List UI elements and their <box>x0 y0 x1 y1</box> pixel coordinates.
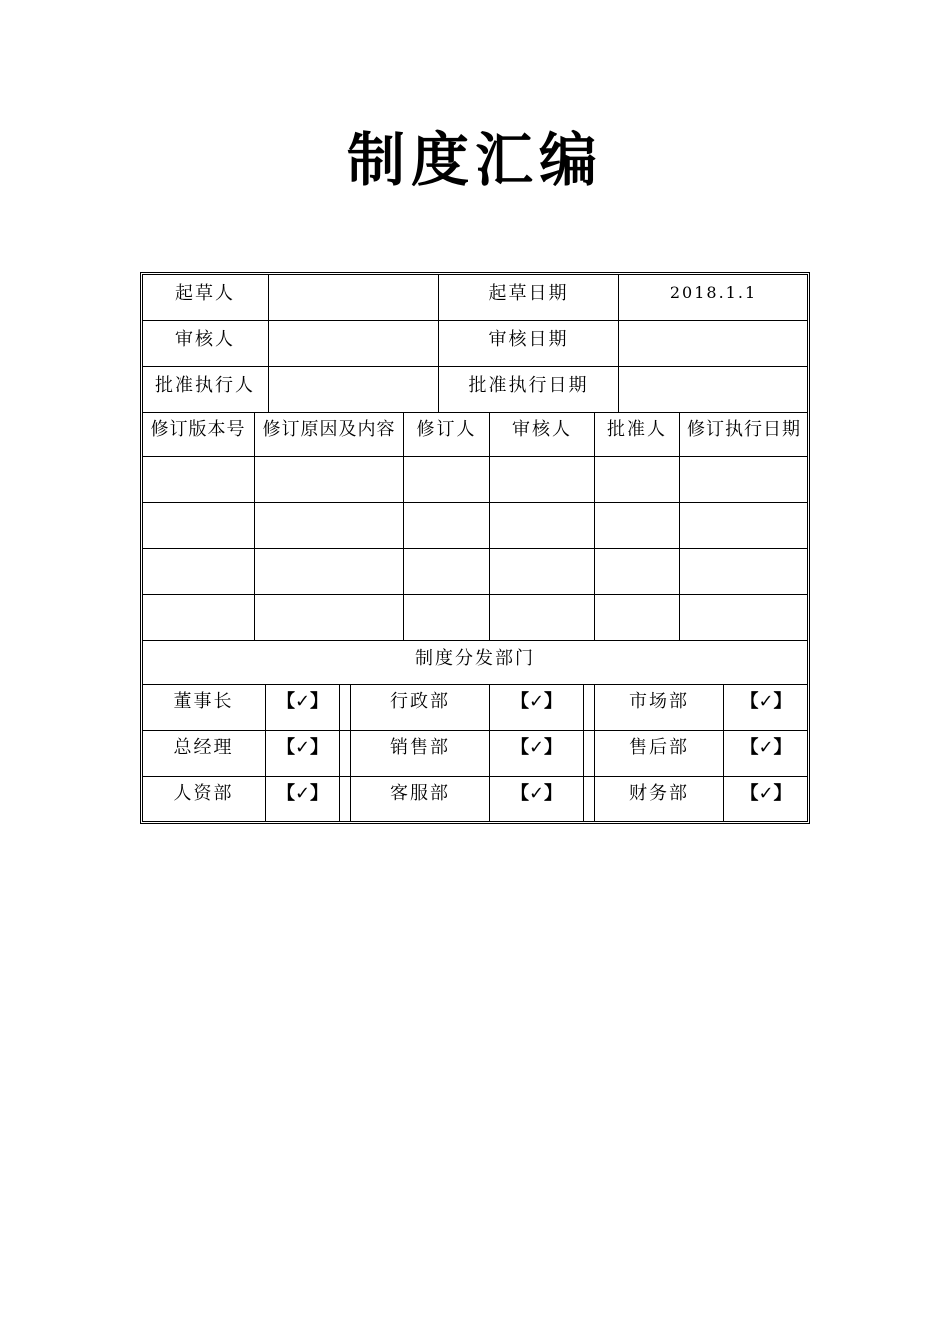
revision-row-2-reviser[interactable] <box>404 503 489 548</box>
revision-row-3-approver[interactable] <box>595 549 679 594</box>
dept-check-finance[interactable]: 【✓】 <box>740 783 792 804</box>
dept-check-after-sales[interactable]: 【✓】 <box>740 737 792 758</box>
approve-date-value[interactable] <box>619 366 808 402</box>
revision-row-1-reviser[interactable] <box>404 457 489 502</box>
revision-col-reviewer: 审核人 <box>512 419 572 440</box>
revision-row-4-reviewer[interactable] <box>490 595 594 640</box>
approver-value[interactable] <box>269 366 438 402</box>
revision-row-3-version[interactable] <box>142 549 254 594</box>
revision-row-2-reason[interactable] <box>255 503 403 548</box>
review-date-value[interactable] <box>619 320 808 356</box>
approver-label: 批准执行人 <box>155 375 255 396</box>
revision-col-approver: 批准人 <box>607 419 667 440</box>
revision-col-date: 修订执行日期 <box>687 419 801 440</box>
draft-date-label: 起草日期 <box>488 283 569 304</box>
revision-row-2-version[interactable] <box>142 503 254 548</box>
reviewer-label: 审核人 <box>175 329 235 350</box>
revision-row-4-reviser[interactable] <box>404 595 489 640</box>
revision-col-version: 修订版本号 <box>150 419 246 440</box>
revision-row-2-approver[interactable] <box>595 503 679 548</box>
revision-row-1-approver[interactable] <box>595 457 679 502</box>
dept-check-chairman[interactable]: 【✓】 <box>276 691 329 712</box>
dept-name-admin: 行政部 <box>390 691 450 712</box>
revision-row-4-approver[interactable] <box>595 595 679 640</box>
revision-row-1-reason[interactable] <box>255 457 403 502</box>
form-table <box>142 274 808 822</box>
revision-row-1-reviewer[interactable] <box>490 457 594 502</box>
dept-name-hr: 人资部 <box>173 783 234 804</box>
approve-date-label: 批准执行日期 <box>468 375 589 396</box>
dept-check-marketing[interactable]: 【✓】 <box>740 691 792 712</box>
revision-row-3-reason[interactable] <box>255 549 403 594</box>
dept-name-sales: 销售部 <box>390 737 450 758</box>
drafter-label: 起草人 <box>175 283 235 304</box>
revision-row-2-date[interactable] <box>680 503 808 548</box>
dept-check-customer-service[interactable]: 【✓】 <box>510 783 563 804</box>
drafter-value[interactable] <box>269 274 438 310</box>
revision-row-2-reviewer[interactable] <box>490 503 594 548</box>
revision-row-1-date[interactable] <box>680 457 808 502</box>
page-title: 制度汇编 <box>346 126 603 194</box>
dept-name-general-manager: 总经理 <box>173 737 234 758</box>
review-date-label: 审核日期 <box>488 329 569 350</box>
dept-name-chairman: 董事长 <box>173 691 234 712</box>
dept-check-hr[interactable]: 【✓】 <box>276 783 329 804</box>
revision-row-4-date[interactable] <box>680 595 808 640</box>
dept-name-marketing: 市场部 <box>629 691 689 712</box>
distribution-heading: 制度分发部门 <box>415 648 535 669</box>
revision-col-reviser: 修订人 <box>416 419 477 440</box>
dept-name-customer-service: 客服部 <box>390 783 450 804</box>
revision-col-reason: 修订原因及内容 <box>262 419 396 440</box>
reviewer-value[interactable] <box>269 320 438 356</box>
draft-date-value[interactable]: 2018.1.1 <box>669 282 758 302</box>
dept-name-finance: 财务部 <box>629 783 689 804</box>
revision-row-4-reason[interactable] <box>255 595 403 640</box>
dept-check-sales[interactable]: 【✓】 <box>510 737 563 758</box>
revision-row-1-version[interactable] <box>142 457 254 502</box>
revision-row-4-version[interactable] <box>142 595 254 640</box>
revision-row-3-reviewer[interactable] <box>490 549 594 594</box>
dept-check-admin[interactable]: 【✓】 <box>510 691 563 712</box>
revision-row-3-reviser[interactable] <box>404 549 489 594</box>
revision-row-3-date[interactable] <box>680 549 808 594</box>
dept-name-after-sales: 售后部 <box>629 737 689 758</box>
dept-check-general-manager[interactable]: 【✓】 <box>276 737 329 758</box>
